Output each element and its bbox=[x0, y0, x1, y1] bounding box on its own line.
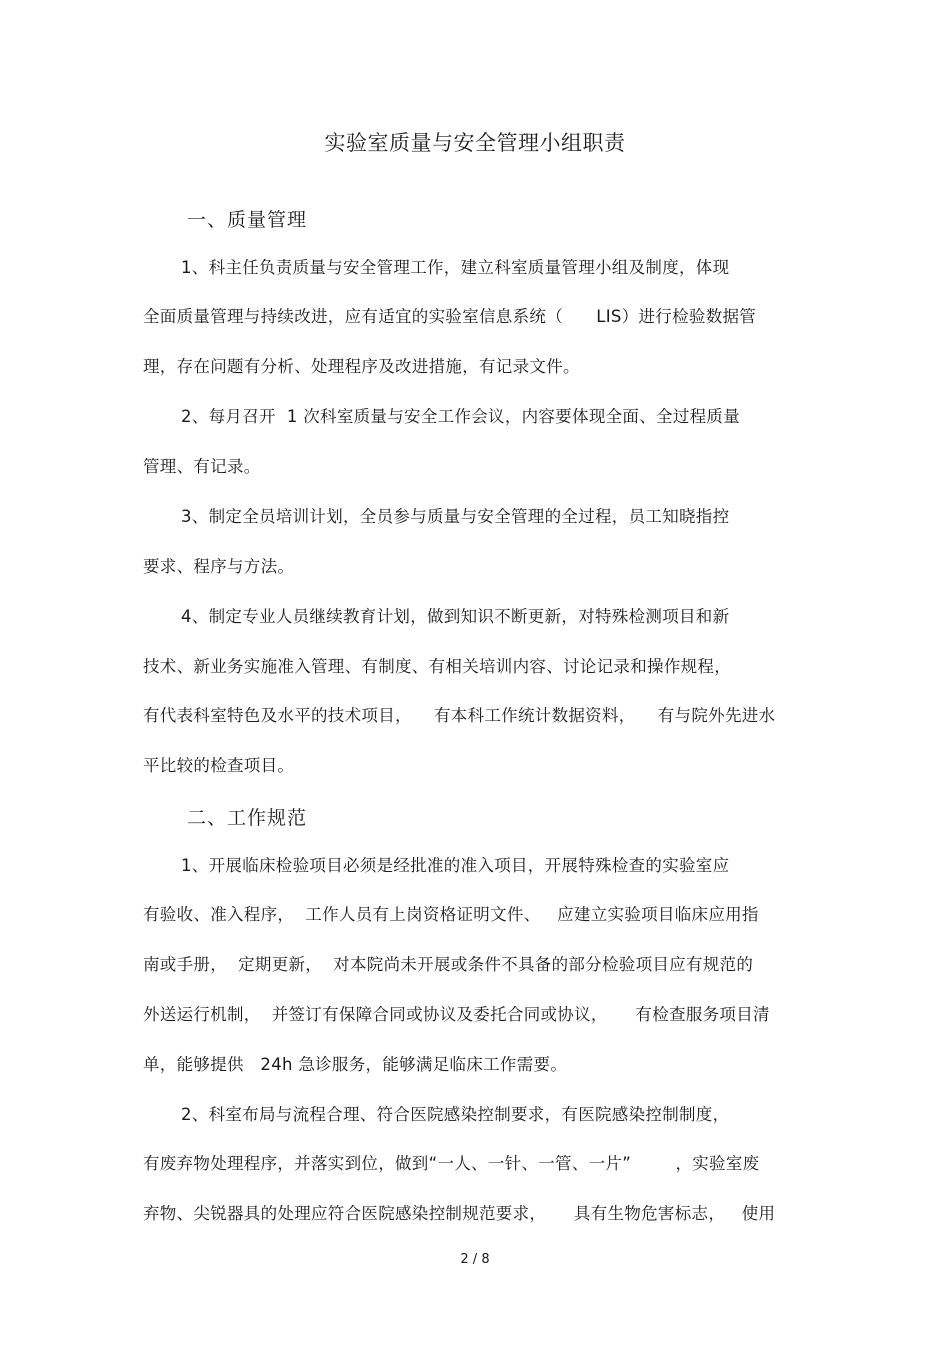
paragraph-line: 管理、有记录。 bbox=[143, 457, 261, 476]
paragraph-line: 有废弃物处理程序，并落实到位，做到“一人、一针、一管、一片” ，实验室废 bbox=[143, 1154, 760, 1173]
paragraph-line: 4、制定专业人员继续教育计划，做到知识不断更新，对特殊检测项目和新 bbox=[181, 607, 730, 626]
paragraph-line: 要求、程序与方法。 bbox=[143, 557, 295, 576]
paragraph-line: 2、每月召开 1 次科室质量与安全工作会议，内容要体现全面、全过程质量 bbox=[181, 407, 741, 426]
paragraph-line: 有代表科室特色及水平的技术项目， 有本科工作统计数据资料， 有与院外先进水 bbox=[143, 706, 776, 725]
paragraph-line: 外送运行机制， 并签订有保障合同或协议及委托合同或协议， 有检查服务项目清 bbox=[143, 1005, 770, 1024]
paragraph-line: 1、科主任负责质量与安全管理工作，建立科室质量管理小组及制度，体现 bbox=[181, 258, 730, 277]
paragraph-line: 南或手册， 定期更新， 对本院尚未开展或条件不具备的部分检验项目应有规范的 bbox=[143, 955, 754, 974]
paragraph-line: 单，能够提供 24h 急诊服务，能够满足临床工作需要。 bbox=[143, 1055, 568, 1074]
document-title: 实验室质量与安全管理小组职责 bbox=[324, 131, 626, 155]
paragraph-line: 3、制定全员培训计划，全员参与质量与安全管理的全过程，员工知晓指控 bbox=[181, 507, 730, 526]
paragraph-line: 2、科室布局与流程合理、符合医院感染控制要求，有医院感染控制制度， bbox=[181, 1105, 730, 1124]
section-heading-work-standards: 二、工作规范 bbox=[187, 807, 308, 829]
paragraph-line: 平比较的检查项目。 bbox=[143, 756, 295, 775]
paragraph-line: 技术、新业务实施准入管理、有制度、有相关培训内容、讨论记录和操作规程， bbox=[143, 657, 731, 676]
paragraph-line: 弃物、尖锐器具的处理应符合医院感染控制规范要求， 具有生物危害标志， 使用 bbox=[143, 1204, 776, 1223]
paragraph-line: 有验收、准入程序， 工作人员有上岗资格证明文件、 应建立实验项目临床应用指 bbox=[143, 905, 759, 924]
page-number: 2 / 8 bbox=[460, 1252, 490, 1267]
paragraph-line: 全面质量管理与持续改进，应有适宜的实验室信息系统（ LIS）进行检验数据管 bbox=[143, 307, 757, 326]
paragraph-line: 理，存在问题有分析、处理程序及改进措施，有记录文件。 bbox=[143, 357, 580, 376]
section-heading-quality: 一、质量管理 bbox=[187, 209, 308, 231]
paragraph-line: 1、开展临床检验项目必须是经批准的准入项目，开展特殊检查的实验室应 bbox=[181, 856, 730, 875]
